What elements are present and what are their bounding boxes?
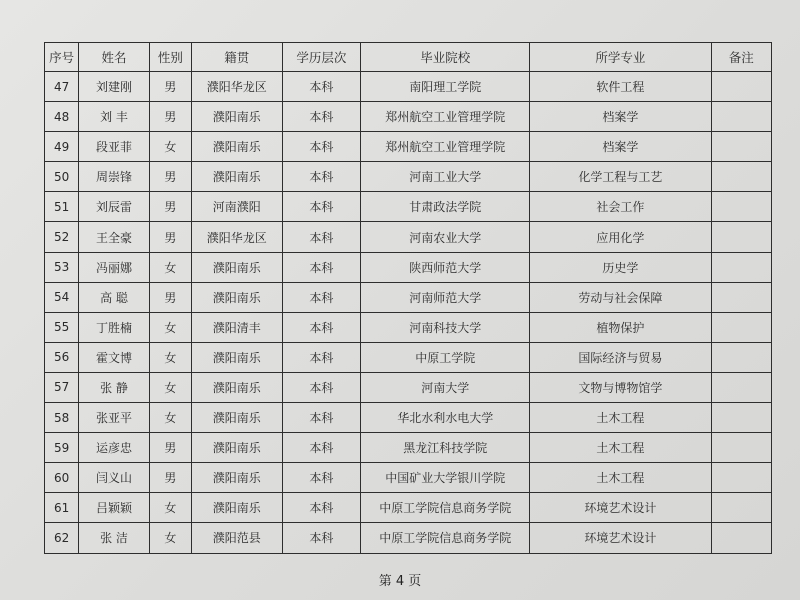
cell-education: 本科 — [282, 162, 361, 192]
roster-table — [44, 42, 772, 554]
cell-education: 本科 — [282, 403, 361, 433]
cell-note — [711, 523, 771, 553]
cell-origin: 濮阳清丰 — [192, 312, 283, 342]
cell-education: 本科 — [282, 222, 361, 252]
cell-school: 中原工学院信息商务学院 — [361, 493, 530, 523]
cell-seq: 60 — [45, 463, 79, 493]
cell-name: 高 聪 — [79, 282, 149, 312]
cell-note — [711, 162, 771, 192]
cell-school: 中原工学院 — [361, 342, 530, 372]
cell-origin: 濮阳南乐 — [192, 132, 283, 162]
cell-school: 甘肃政法学院 — [361, 192, 530, 222]
header-school: 毕业院校 — [361, 43, 530, 72]
cell-origin: 濮阳南乐 — [192, 493, 283, 523]
cell-gender: 女 — [149, 312, 191, 342]
cell-name: 刘建刚 — [79, 72, 149, 102]
table-row — [45, 342, 772, 372]
header-education: 学历层次 — [282, 43, 361, 72]
table-row — [45, 132, 772, 162]
cell-major: 档案学 — [530, 102, 711, 132]
cell-name: 冯丽娜 — [79, 252, 149, 282]
cell-gender: 男 — [149, 433, 191, 463]
table-row — [45, 192, 772, 222]
cell-note — [711, 433, 771, 463]
cell-gender: 女 — [149, 372, 191, 402]
cell-origin: 濮阳南乐 — [192, 282, 283, 312]
cell-school: 郑州航空工业管理学院 — [361, 132, 530, 162]
cell-seq: 47 — [45, 72, 79, 102]
cell-major: 环境艺术设计 — [530, 493, 711, 523]
cell-note — [711, 252, 771, 282]
header-origin: 籍贯 — [192, 43, 283, 72]
cell-major: 国际经济与贸易 — [530, 342, 711, 372]
cell-seq: 51 — [45, 192, 79, 222]
cell-name: 闫义山 — [79, 463, 149, 493]
cell-origin: 濮阳范县 — [192, 523, 283, 553]
cell-origin: 濮阳华龙区 — [192, 72, 283, 102]
cell-seq: 62 — [45, 523, 79, 553]
cell-gender: 女 — [149, 342, 191, 372]
cell-origin: 濮阳南乐 — [192, 463, 283, 493]
cell-seq: 58 — [45, 403, 79, 433]
cell-school: 河南工业大学 — [361, 162, 530, 192]
cell-seq: 49 — [45, 132, 79, 162]
cell-education: 本科 — [282, 433, 361, 463]
cell-school: 河南师范大学 — [361, 282, 530, 312]
cell-school: 河南农业大学 — [361, 222, 530, 252]
table-row — [45, 403, 772, 433]
cell-school: 华北水利水电大学 — [361, 403, 530, 433]
cell-major: 劳动与社会保障 — [530, 282, 711, 312]
cell-major: 环境艺术设计 — [530, 523, 711, 553]
cell-note — [711, 403, 771, 433]
cell-seq: 59 — [45, 433, 79, 463]
cell-school: 陕西师范大学 — [361, 252, 530, 282]
cell-gender: 女 — [149, 252, 191, 282]
cell-education: 本科 — [282, 252, 361, 282]
cell-seq: 52 — [45, 222, 79, 252]
cell-name: 段亚菲 — [79, 132, 149, 162]
cell-note — [711, 72, 771, 102]
table-row — [45, 493, 772, 523]
cell-major: 社会工作 — [530, 192, 711, 222]
cell-origin: 濮阳南乐 — [192, 162, 283, 192]
cell-origin: 濮阳南乐 — [192, 372, 283, 402]
cell-education: 本科 — [282, 523, 361, 553]
cell-name: 丁胜楠 — [79, 312, 149, 342]
cell-major: 应用化学 — [530, 222, 711, 252]
cell-name: 刘 丰 — [79, 102, 149, 132]
cell-gender: 男 — [149, 72, 191, 102]
cell-major: 化学工程与工艺 — [530, 162, 711, 192]
table-row — [45, 523, 772, 553]
cell-education: 本科 — [282, 192, 361, 222]
cell-origin: 濮阳华龙区 — [192, 222, 283, 252]
cell-gender: 女 — [149, 493, 191, 523]
cell-school: 河南大学 — [361, 372, 530, 402]
cell-name: 霍文博 — [79, 342, 149, 372]
cell-origin: 濮阳南乐 — [192, 433, 283, 463]
header-seq: 序号 — [45, 43, 79, 72]
cell-seq: 55 — [45, 312, 79, 342]
cell-gender: 男 — [149, 162, 191, 192]
cell-name: 周崇锋 — [79, 162, 149, 192]
header-row — [45, 43, 772, 72]
cell-origin: 濮阳南乐 — [192, 102, 283, 132]
cell-education: 本科 — [282, 312, 361, 342]
table-row — [45, 72, 772, 102]
table-row — [45, 102, 772, 132]
cell-origin: 濮阳南乐 — [192, 403, 283, 433]
table-row — [45, 372, 772, 402]
cell-school: 中原工学院信息商务学院 — [361, 523, 530, 553]
cell-education: 本科 — [282, 132, 361, 162]
cell-name: 刘辰雷 — [79, 192, 149, 222]
cell-education: 本科 — [282, 372, 361, 402]
cell-gender: 女 — [149, 523, 191, 553]
cell-seq: 56 — [45, 342, 79, 372]
header-note: 备注 — [711, 43, 771, 72]
cell-gender: 男 — [149, 192, 191, 222]
cell-gender: 男 — [149, 463, 191, 493]
cell-name: 运彦忠 — [79, 433, 149, 463]
cell-note — [711, 312, 771, 342]
header-name: 姓名 — [79, 43, 149, 72]
cell-note — [711, 102, 771, 132]
cell-education: 本科 — [282, 342, 361, 372]
cell-note — [711, 132, 771, 162]
cell-origin: 濮阳南乐 — [192, 252, 283, 282]
cell-seq: 53 — [45, 252, 79, 282]
cell-note — [711, 372, 771, 402]
header-major: 所学专业 — [530, 43, 711, 72]
table-row — [45, 433, 772, 463]
cell-note — [711, 222, 771, 252]
table-row — [45, 312, 772, 342]
cell-origin: 濮阳南乐 — [192, 342, 283, 372]
table-row — [45, 282, 772, 312]
cell-seq: 50 — [45, 162, 79, 192]
cell-school: 南阳理工学院 — [361, 72, 530, 102]
cell-gender: 女 — [149, 132, 191, 162]
cell-note — [711, 282, 771, 312]
cell-name: 王全豪 — [79, 222, 149, 252]
cell-seq: 48 — [45, 102, 79, 132]
cell-education: 本科 — [282, 72, 361, 102]
cell-major: 土木工程 — [530, 403, 711, 433]
cell-note — [711, 463, 771, 493]
table-row — [45, 222, 772, 252]
cell-major: 档案学 — [530, 132, 711, 162]
cell-seq: 54 — [45, 282, 79, 312]
cell-education: 本科 — [282, 493, 361, 523]
cell-name: 吕颖颖 — [79, 493, 149, 523]
cell-gender: 男 — [149, 222, 191, 252]
cell-major: 土木工程 — [530, 463, 711, 493]
cell-school: 河南科技大学 — [361, 312, 530, 342]
cell-school: 中国矿业大学银川学院 — [361, 463, 530, 493]
cell-name: 张 静 — [79, 372, 149, 402]
cell-major: 历史学 — [530, 252, 711, 282]
cell-note — [711, 192, 771, 222]
page-number: 第 4 页 — [378, 574, 422, 589]
cell-education: 本科 — [282, 463, 361, 493]
table-row — [45, 162, 772, 192]
cell-note — [711, 493, 771, 523]
cell-name: 张 洁 — [79, 523, 149, 553]
cell-education: 本科 — [282, 102, 361, 132]
cell-note — [711, 342, 771, 372]
cell-major: 植物保护 — [530, 312, 711, 342]
cell-gender: 男 — [149, 282, 191, 312]
header-gender: 性别 — [149, 43, 191, 72]
cell-major: 土木工程 — [530, 433, 711, 463]
cell-seq: 61 — [45, 493, 79, 523]
cell-major: 文物与博物馆学 — [530, 372, 711, 402]
cell-origin: 河南濮阳 — [192, 192, 283, 222]
cell-school: 黑龙江科技学院 — [361, 433, 530, 463]
cell-gender: 男 — [149, 102, 191, 132]
table-row — [45, 252, 772, 282]
cell-major: 软件工程 — [530, 72, 711, 102]
cell-name: 张亚平 — [79, 403, 149, 433]
cell-education: 本科 — [282, 282, 361, 312]
cell-seq: 57 — [45, 372, 79, 402]
table-body — [45, 72, 772, 554]
cell-gender: 女 — [149, 403, 191, 433]
table-row — [45, 463, 772, 493]
cell-school: 郑州航空工业管理学院 — [361, 102, 530, 132]
